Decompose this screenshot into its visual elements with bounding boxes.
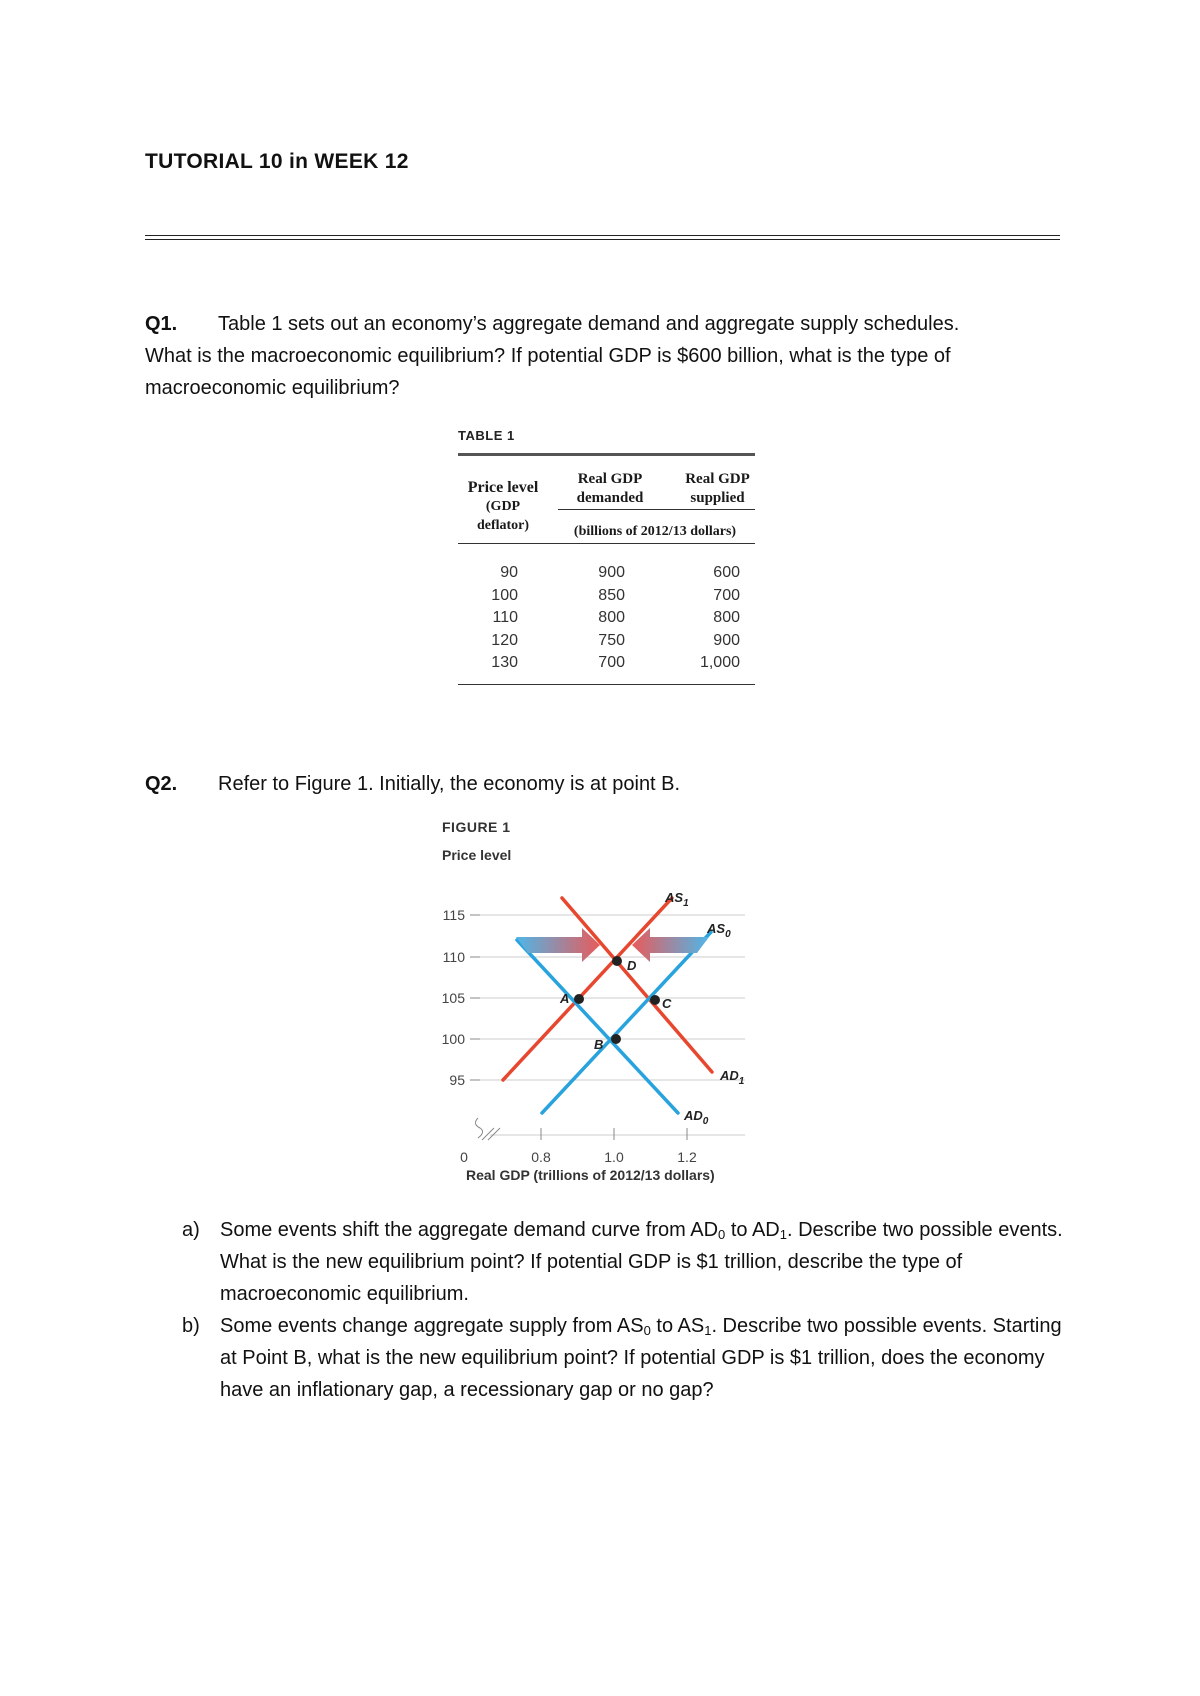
y-axis-break <box>475 1118 482 1138</box>
table-row-price: 130 <box>491 654 518 672</box>
x-axis-break-2 <box>488 1128 500 1140</box>
table-row-price: 110 <box>492 609 518 627</box>
x-axis-break-1 <box>482 1128 494 1140</box>
question-2a-sub-0: 0 <box>718 1227 726 1242</box>
origin-label: 0 <box>460 1149 468 1165</box>
table-row-supplied: 800 <box>713 609 740 627</box>
table-1-units: (billions of 2012/13 dollars) <box>573 524 737 539</box>
y-tick-labels <box>442 907 466 1088</box>
table-row-demanded: 750 <box>598 631 625 649</box>
point-label-b: B <box>594 1037 604 1052</box>
header-price-line2: (GDP <box>485 499 521 514</box>
label-ad1: $AD_1$ <box>720 1068 745 1087</box>
point-c <box>650 995 660 1005</box>
question-2-text: Refer to Figure 1. Initially, the economy is at point B. <box>218 773 681 795</box>
question-2b-text-3: . Describe two possible events. Starting at Point B, what is the new equilibrium point? If potential GDP is $1 trillion, does the economy have an inflationary gap, a recessionary gap or no gap? <box>220 1315 1062 1401</box>
ad0-curve <box>517 940 678 1113</box>
table-row-demanded: 700 <box>598 654 625 672</box>
question-2a-text-2: to AD <box>725 1219 780 1241</box>
label-as0: $AS_0$ <box>707 921 731 940</box>
question-1-text-rest: What is the macroeconomic equilibrium? If potential GDP is $600 billion, what is the type of macroeconomic equilibrium? <box>145 345 951 399</box>
ytick-label-100: 100 <box>441 1031 465 1047</box>
question-2b-text-2: to AS <box>650 1315 705 1337</box>
point-label-a: A <box>560 991 570 1006</box>
table-row-demanded: 900 <box>598 564 625 581</box>
figure-1-ylabel: Price level <box>442 847 512 863</box>
figure-1-xlabel: Real GDP (trillions of 2012/13 dollars) <box>466 1167 715 1183</box>
table-row-supplied: 600 <box>713 564 740 581</box>
question-2a-label: a) <box>182 1219 200 1241</box>
question-2b-sub-1: 1 <box>704 1323 712 1338</box>
header-supplied-line2: supplied <box>690 490 745 506</box>
page-title: TUTORIAL 10 in WEEK 12 <box>145 150 409 173</box>
curve-labels <box>664 890 745 1127</box>
table-row-demanded: 850 <box>598 586 625 604</box>
ytick-label-95: 95 <box>449 1072 465 1088</box>
table-row-price: 120 <box>491 631 518 649</box>
header-price-line1: Price level <box>467 479 539 496</box>
header-supplied-line1: Real GDP <box>685 471 750 487</box>
question-1-text-line1: Table 1 sets out an economy’s aggregate demand and aggregate supply schedules. <box>218 313 960 335</box>
label-as1: $AS_1$ <box>665 890 689 909</box>
table-row-demanded: 800 <box>598 609 625 627</box>
question-2b-label: b) <box>182 1315 200 1337</box>
label-ad0: $AD_0$ <box>684 1108 709 1127</box>
question-2a-sub-1: 1 <box>779 1227 787 1242</box>
table-row-price: 100 <box>491 586 518 604</box>
question-1-number: Q1. <box>145 313 178 335</box>
question-2a <box>182 1214 1082 1310</box>
ytick-label-115: 115 <box>442 907 465 923</box>
question-2b <box>182 1310 1082 1406</box>
point-label-c: C <box>662 996 672 1011</box>
question-2b-sub-0: 0 <box>643 1323 651 1338</box>
ytick-label-105: 105 <box>441 990 465 1006</box>
header-demanded-line1: Real GDP <box>577 471 643 487</box>
header-demanded-line2: demanded <box>576 490 644 506</box>
xtick-label-0.8: 0.8 <box>531 1149 551 1165</box>
question-2a-text-3: . Describe two possible events. What is the new equilibrium point? If potential GDP is $1 trillion, describe the type of macroeconomic equilibrium. <box>220 1219 1063 1305</box>
point-label-d: D <box>627 958 637 973</box>
ytick-label-110: 110 <box>442 949 465 965</box>
question-2a-text-1: Some events shift the aggregate demand curve from AD <box>220 1219 719 1241</box>
table-row-price: 90 <box>500 564 518 581</box>
table-row-supplied: 1,000 <box>699 654 740 672</box>
question-2-subparts <box>182 1214 1082 1406</box>
point-b <box>611 1034 621 1044</box>
question-2b-text-1: Some events change aggregate supply from AS <box>220 1315 644 1337</box>
question-2-number: Q2. <box>145 773 178 795</box>
xtick-label-1.0: 1.0 <box>604 1149 624 1165</box>
x-tick-labels <box>460 1149 697 1165</box>
xtick-label-1.2: 1.2 <box>677 1149 697 1165</box>
ad1-curve <box>562 898 712 1072</box>
table-row-supplied: 700 <box>713 586 740 604</box>
point-a <box>574 994 584 1004</box>
figure-1-caption: FIGURE 1 <box>442 819 511 835</box>
point-d <box>612 956 622 966</box>
table-1-caption: TABLE 1 <box>458 428 515 443</box>
table-row-supplied: 900 <box>713 631 740 649</box>
header-price-line3: deflator) <box>476 518 530 533</box>
